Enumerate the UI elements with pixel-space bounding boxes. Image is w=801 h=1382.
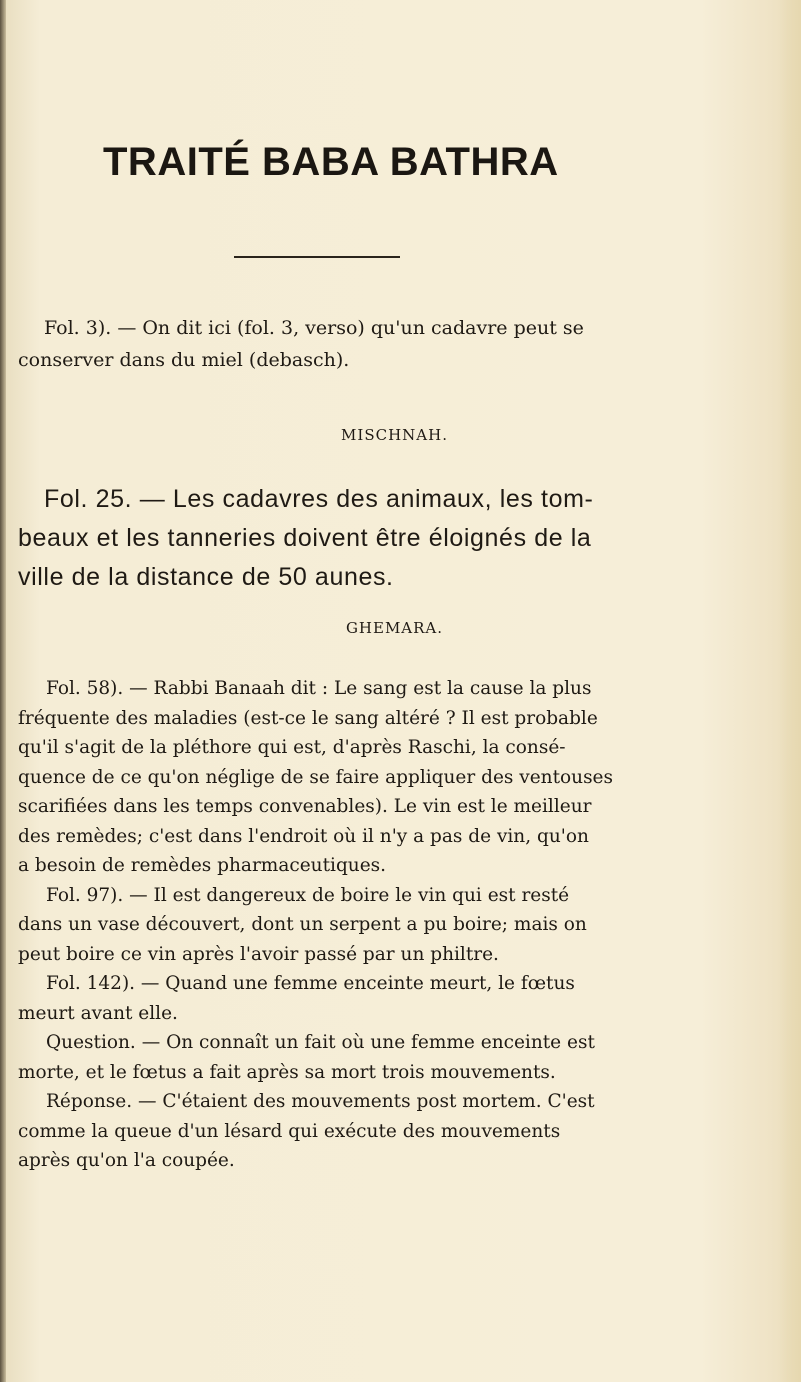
text-line: morte, et le fœtus a fait après sa mort trois mouvements. [18,1061,556,1083]
text-line: Fol. 58). — Rabbi Banaah dit : Le sang est la cause la plus [46,678,592,699]
page-edge-shadow [779,0,801,1382]
text-line: scarifiées dans les temps convenables). Le vin est le meilleur [18,796,592,817]
section-2-paragraph [18,480,738,597]
text-line: ville de la distance de 50 aunes. [18,563,394,591]
text-line: après qu'on l'a coupée. [18,1150,235,1171]
text-line: dans un vase découvert, dont un serpent a pu boire; mais on [18,914,587,935]
text-line-question: Question. — On connaît un fait où une femme enceinte est [46,1032,595,1053]
text-line: conserver dans du miel (debasch). [18,349,350,371]
text-line: a besoin de remèdes pharmaceutiques. [18,855,387,876]
text-line: fréquente des maladies (est-ce le sang altéré ? Il est probable [18,707,598,729]
page-title: TRAITÉ BABA BATHRA [103,140,559,184]
text-line: Fol. 3). — On dit ici (fol. 3, verso) qu'un cadavre peut se [44,317,584,339]
text-line: qu'il s'agit de la pléthore qui est, d'après Raschi, la consé- [18,737,566,758]
text-line: Fol. 97). — Il est dangereux de boire le vin qui est resté [46,884,570,906]
text-line: peut boire ce vin après l'avoir passé par un philtre. [18,943,499,965]
heading-mischnah: MISCHNAH. [341,426,448,444]
text-line: beaux et les tanneries doivent être éloignés de la [18,524,592,552]
page-binding-edge [0,0,6,1382]
text-line: comme la queue d'un lésard qui exécute des mouvements [18,1120,561,1142]
text-line: quence de ce qu'on néglige de se faire appliquer des ventouses [18,766,613,788]
title-rule [234,256,400,258]
text-line: Fol. 142). — Quand une femme enceinte meurt, le fœtus [46,973,575,994]
text-line: meurt avant elle. [18,1002,178,1024]
heading-ghemara: GHEMARA. [345,619,444,637]
text-line-response: Réponse. — C'étaient des mouvements post mortem. C'est [46,1091,595,1112]
text-line: Fol. 25. — Les cadavres des animaux, les tom- [44,485,594,513]
section-3-paragraph [18,674,738,1176]
text-line: des remèdes; c'est dans l'endroit où il n'y a pas de vin, qu'on [18,825,589,847]
section-1-paragraph [18,312,738,376]
